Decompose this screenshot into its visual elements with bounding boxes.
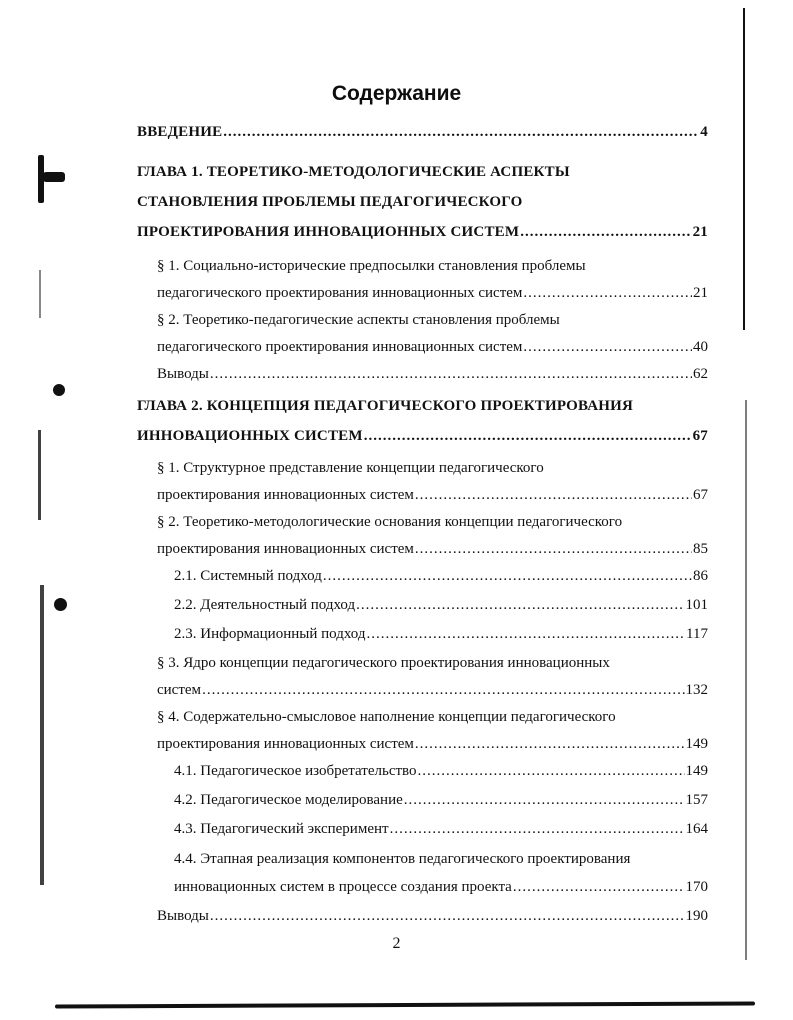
entry-title-line-2: проектирования инновационных систем <box>157 541 414 557</box>
entry-title-line-2: СТАНОВЛЕНИЯ ПРОБЛЕМЫ ПЕДАГОГИЧЕСКОГО <box>137 194 523 210</box>
page-ref: 86 <box>693 568 708 584</box>
leader-dots <box>523 337 692 357</box>
entry-title-line-1: § 4. Содержательно-смысловое наполнение концепции педагогического <box>157 709 616 725</box>
entry-title-line-3: ПРОЕКТИРОВАНИЯ ИННОВАЦИОННЫХ СИСТЕМ <box>137 224 520 240</box>
entry-title-line-1: § 2. Теоретико-методологические основания концепции педагогического <box>157 514 623 530</box>
scan-edge-mark-left-4 <box>40 585 44 885</box>
page-ref: 170 <box>685 879 708 895</box>
leader-dots <box>356 595 684 615</box>
leader-dots <box>415 539 692 559</box>
entry-title-line-2: проектирования инновационных систем <box>157 736 414 752</box>
page-ref: 149 <box>685 736 708 752</box>
leader-dots <box>210 364 692 384</box>
toc-title: Содержание <box>331 82 462 105</box>
leader-dots <box>364 426 692 446</box>
leader-dots <box>418 761 685 781</box>
scan-edge-mark-left-1b <box>43 172 65 182</box>
page-ref: 101 <box>685 597 708 613</box>
entry-title: 2.2. Деятельностный подход <box>174 597 356 613</box>
entry-title: 2.1. Системный подход <box>174 568 322 584</box>
leader-dots <box>520 222 691 242</box>
leader-dots <box>210 906 685 926</box>
leader-dots <box>513 877 685 897</box>
scan-edge-mark-left-2 <box>39 270 41 318</box>
entry-title-line-1: § 1. Структурное представление концепции педагогического <box>157 460 544 476</box>
entry-title-line-2: ИННОВАЦИОННЫХ СИСТЕМ <box>137 428 363 444</box>
entry-title-line-2: педагогического проектирования инновационных систем <box>157 339 523 355</box>
page-ref: 40 <box>693 339 708 355</box>
entry-title: 4.1. Педагогическое изобретательство <box>174 763 417 779</box>
entry-title: Выводы <box>157 366 209 382</box>
entry-title: 4.2. Педагогическое моделирование <box>174 792 403 808</box>
entry-title: 4.3. Педагогический эксперимент <box>174 821 389 837</box>
page-ref: 4 <box>700 124 708 140</box>
page-ref: 190 <box>685 908 708 924</box>
scan-edge-mark-right <box>745 400 747 960</box>
page-number: 2 <box>392 935 401 952</box>
leader-dots <box>415 734 685 754</box>
leader-dots <box>202 680 684 700</box>
entry-title-line-2: инновационных систем в процессе создания проекта <box>174 879 512 895</box>
entry-title-line-2: проектирования инновационных систем <box>157 487 414 503</box>
entry-title-line-1: § 3. Ядро концепции педагогического проектирования инновационных <box>157 655 610 671</box>
page-ref: 164 <box>685 821 708 837</box>
scan-hole-dot-1 <box>53 384 65 396</box>
entry-title: ВВЕДЕНИЕ <box>137 124 223 140</box>
entry-title-line-1: ГЛАВА 1. ТЕОРЕТИКО-МЕТОДОЛОГИЧЕСКИЕ АСПЕКТЫ <box>137 164 570 180</box>
leader-dots <box>223 122 699 142</box>
entry-title-line-2: систем <box>157 682 202 698</box>
scan-edge-mark-top-right <box>743 8 745 330</box>
page-ref: 62 <box>693 366 708 382</box>
scan-hole-dot-2 <box>54 598 67 611</box>
entry-title-line-1: § 2. Теоретико-педагогические аспекты становления проблемы <box>157 312 560 328</box>
entry-title-line-2: педагогического проектирования инновационных систем <box>157 285 523 301</box>
entry-title: Выводы <box>157 908 209 924</box>
leader-dots <box>366 624 685 644</box>
entry-title-line-1: ГЛАВА 2. КОНЦЕПЦИЯ ПЕДАГОГИЧЕСКОГО ПРОЕКТИРОВАНИЯ <box>137 398 634 414</box>
leader-dots <box>404 790 685 810</box>
page-ref: 149 <box>685 763 708 779</box>
leader-dots <box>323 566 692 586</box>
page-ref: 67 <box>692 428 708 444</box>
leader-dots <box>415 485 692 505</box>
page-ref: 117 <box>686 626 708 642</box>
leader-dots <box>523 283 692 303</box>
page-ref: 21 <box>692 224 708 240</box>
scan-bottom-rule <box>55 1001 755 1008</box>
entry-title-line-1: 4.4. Этапная реализация компонентов педагогического проектирования <box>174 851 631 867</box>
page-ref: 157 <box>685 792 708 808</box>
page-ref: 67 <box>693 487 708 503</box>
entry-title-line-1: § 1. Социально-исторические предпосылки становления проблемы <box>157 258 586 274</box>
scan-edge-mark-left-3 <box>38 430 41 520</box>
page-ref: 132 <box>685 682 708 698</box>
page-ref: 21 <box>693 285 708 301</box>
page-ref: 85 <box>693 541 708 557</box>
leader-dots <box>390 819 685 839</box>
entry-title: 2.3. Информационный подход <box>174 626 366 642</box>
